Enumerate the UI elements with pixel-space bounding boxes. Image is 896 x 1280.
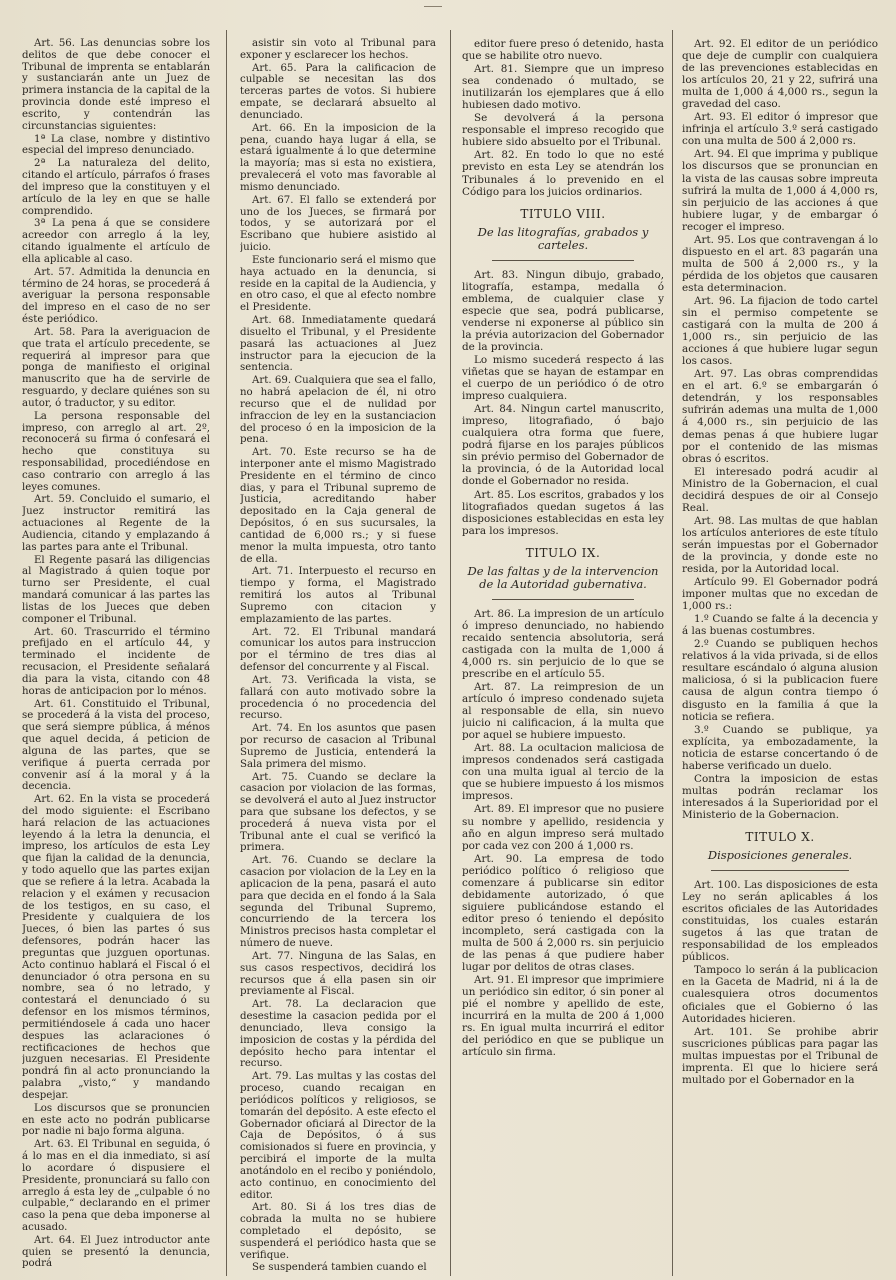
paragraph: Art. 93. El editor ó impresor que infrinja el artículo 3.º será castigado con una multa de 500 á 2,000 rs. [682, 111, 878, 148]
section-title: TITULO IX. [525, 545, 601, 560]
paragraph: editor fuere preso ó detenido, hasta que se habilite otro nuevo. [462, 38, 664, 63]
section-subtitle: Disposiciones generales. [707, 848, 853, 863]
paragraph: Art. 71. Interpuesto el recurso en tiempo y forma, el Magistrado remitirá los autos al Tribunal Supremo con citacion y emplazamiento de las partes. [240, 566, 436, 625]
paragraph: Art. 78. La declaracion que desestime la casacion pedida por el denunciado, lleva consigo la imposicion de costas y la pérdida del depósito hecho para intentar el recurso. [240, 999, 436, 1070]
paragraph: Art. 82. En todo lo que no esté previsto en esta Ley se atendrán los Tribunales á lo prevenido en el Código para los juicios ordinarios. [462, 149, 664, 198]
paragraph: Contra la imposicion de estas multas podrán reclamar los interesados á la Superioridad por el Ministerio de la Gobernacion. [682, 772, 878, 821]
paragraph: Art. 92. El editor de un periódico que deje de cumplir con cualquiera de las prevenciones establecidas en los artículos 20, 21 y 22, sufrirá una multa de 1,000 á 4,000 rs., segun la gravedad del caso. [682, 38, 878, 111]
paragraph: Art. 58. Para la averiguacion de que trata el artículo precedente, se requerirá al impresor para que ponga de manifiesto el original manuscrito que ha de servirle de resguardo, y declare quiénes son su autor, ó traductor, y su editor. [22, 326, 210, 409]
paragraph: Art. 86. La impresion de un artículo ó impreso denunciado, no habiendo recaido sentencia absolutoria, será castigada con la multa de 1,000 á 4,000 rs. sin perjuicio de lo que se prescribe en el artículo 55. [462, 607, 664, 680]
paragraph: Art. 101. Se prohibe abrir suscriciones públicas para pagar las multas impuestas por el Tribunal de imprenta. El que lo hiciere será multado por el Gobernador en la [682, 1025, 878, 1086]
paragraph: Art. 76. Cuando se declare la casacion por violacion de la Ley en la aplicacion de la pena, pasará el auto para que decida en el fondo á la Sala segunda del Tribunal Supremo, concurriendo de la tercera los Ministros precisos hasta completar el número de nueve. [240, 855, 436, 950]
paragraph: 1ª La clase, nombre y distintivo especial del impreso denunciado. [22, 133, 210, 157]
paragraph: Artículo 99. El Gobernador podrá imponer multas que no excedan de 1,000 rs.: [682, 576, 878, 613]
paragraph: Art. 68. Inmediatamente quedará disuelto el Tribunal, y el Presidente pasará las actuaciones al Juez instructor para la ejecucion de la sentencia. [240, 315, 436, 374]
paragraph: Art. 62. En la vista se procederá del modo siguiente: el Escribano hará relacion de las actuaciones leyendo á la letra la denuncia, el impreso, los artículos de esta Ley que fijan la calidad de la denuncia, y todo aquello que las partes exijan que se refiere á la letra. Acabada la relacion y el exámen y recusacion de los testigos, en su caso, el Presidente y cualquiera de los Jueces, ó bien las partes ó sus defensores, podrán hacer las preguntas que juzguen oportunas. Acto continuo hablará el Fiscal ó el denunciador ó otra persona en su nombre, sea ó no letrado, y contestará el denunciado ó su defensor en los mismos términos, permitiéndosele á cada uno hacer despues las aclaraciones ó rectificaciones de hechos que juzguen necesarias. El Presidente pondrá fin al acto pronunciando la palabra „visto,“ y mandando despejar. [22, 794, 210, 1101]
column-divider [450, 30, 451, 1276]
section-title: TITULO VIII. [520, 206, 606, 221]
text-column-4 [682, 38, 878, 1274]
paragraph: La persona responsable del impreso, con arreglo al art. 2º, reconocerá su firma ó confesará el hecho que constituya su responsabilidad, procediéndose en caso contrario con arreglo á las leyes comunes. [22, 410, 210, 493]
section-subtitle: De las litografías, grabados y carteles. [477, 224, 649, 252]
title-underline [492, 599, 633, 600]
paragraph: 3.º Cuando se publique, ya explícita, ya embozadamente, la noticia de estarse concertando ó de haberse verificado un duelo. [682, 723, 878, 772]
paragraph: Art. 84. Ningun cartel manuscrito, impreso, litografiado, ó bajo cualquiera otra forma que fuere, podrá fijarse en los parajes públicos sin prévio permiso del Gobernador de la provincia, ó de la Autoridad local donde el Gobernador no resida. [462, 403, 664, 488]
paragraph: Art. 57. Admitida la denuncia en término de 24 horas, se procederá á averiguar la persona responsable del impreso en el caso de no ser éste periódico. [22, 266, 210, 326]
paragraph: Tampoco lo serán á la publicacion en la Gaceta de Madrid, ni á la de cualesquiera otros documentos oficiales que el Gobierno ó las Autoridades hicieren. [682, 964, 878, 1025]
paragraph: 2.º Cuando se publiquen hechos relativos á la vida privada, si de ellos resultare escándalo ó alguna alusion maliciosa, ó si la publicacion fuere causa de algun contra tiempo ó disgusto en la familia á que la noticia se refiera. [682, 638, 878, 723]
paragraph: Art. 100. Las disposiciones de esta Ley no serán aplicables á los escritos oficiales de las Autoridades constituidas, los cuales estarán sugetos á las que tratan de responsabilidad de los empleados públicos. [682, 879, 878, 964]
paragraph: Art. 61. Constituido el Tribunal, se procederá á la vista del proceso, que será siempre pública, á ménos que aquel decida, á peticion de alguna de las partes, que se verifique á puerta cerrada por convenir así á la moral y á la decencia. [22, 698, 210, 793]
paragraph: 3ª La pena á que se considere acreedor con arreglo á la ley, citando igualmente el artículo de ella aplicable al caso. [22, 218, 210, 265]
paragraph: Art. 80. Si á los tres dias de cobrada la multa no se hubiere completado el depósito, se suspenderá el periódico hasta que se verifique. [240, 1202, 436, 1261]
paragraph: Art. 96. La fijacion de todo cartel sin el permiso competente se castigará con la multa de 200 á 1,000 rs., sin perjuicio de las acciones á que hubiere lugar segun los casos. [682, 294, 878, 368]
paragraph: Se suspenderá tambien cuando el [252, 1262, 427, 1274]
paragraph: Art. 83. Ningun dibujo, grabado, litografía, estampa, medalla ó emblema, de cualquier clase y especie que sea, podrá publicarse, venderse ni exponerse al público sin la prévia autorizacion del Gobernador de la provincia. [462, 268, 664, 353]
column-divider [672, 30, 673, 1276]
paragraph: Los discursos que se pronuncien en este acto no podrán publicarse por nadie ni bajo forma alguna. [22, 1102, 210, 1138]
paragraph: Art. 70. Este recurso se ha de interponer ante el mismo Magistrado Presidente en el término de cinco dias, y para el Tribunal supremo de Justicia, acreditando haber depositado en la Caja general de Depósitos, ó en sus sucursales, la cantidad de 6,000 rs.; y si fuese menor la multa impuesta, otro tanto de ella. [240, 447, 436, 565]
paragraph: Art. 88. La ocultacion maliciosa de impresos condenados será castigada con una multa igual al tercio de la que se hubiere impuesto á los mismos impresos. [462, 742, 664, 803]
paragraph: Art. 64. El Juez introductor ante quien se presentó la denuncia, podrá [22, 1234, 210, 1270]
paragraph: Art. 85. Los escritos, grabados y los litografiados quedan sugetos á las disposiciones establecidas en esta ley para los impresos. [462, 488, 664, 537]
paragraph: Art. 75. Cuando se declare la casacion por violacion de las formas, se devolverá el auto al Juez instructor para que subsane los defectos, y se procederá á nueva vista por el Tribunal ante el cual se verificó la primera. [240, 771, 436, 854]
paragraph: Art. 60. Trascurrido el término prefijado en el artículo 44, y terminado el incidente de recusacion, el Presidente señalará dia para la vista, citando con 48 horas de anticipacion por lo ménos. [22, 626, 210, 697]
paragraph: Art. 79. Las multas y las costas del proceso, cuando recaigan en periódicos políticos y religiosos, se tomarán del depósito. A este efecto el Gobernador oficiará al Director de la Caja de Depósitos, ó á sus comisionados si fuere en provincia, y percibirá el importe de la multa anotándolo en el recibo y poniéndolo, acto continuo, en conocimiento del editor. [240, 1071, 436, 1201]
paragraph: Art. 97. Las obras comprendidas en el art. 6.º se embargarán ó detendrán, y los responsables sufrirán ademas una multa de 1,000 á 4,000 rs., sin perjuicio de las demas penas á que hubiere lugar por el contenido de las mismas obras ó escritos. [682, 368, 878, 465]
paragraph: El Regente pasará las diligencias al Magistrado á quien toque por turno ser Presidente, el cual mandará comunicar á las partes las listas de los Jueces que deben componer el Tribunal. [22, 554, 210, 625]
paragraph: Art. 95. Los que contravengan á lo dispuesto en el art. 83 pagarán una multa de 500 á 2,000 rs., y la pérdida de los objetos que causaren esta determinacion. [682, 233, 878, 294]
paragraph: 1.º Cuando se falte á la decencia y á las buenas costumbres. [682, 613, 878, 638]
paragraph: Lo mismo sucederá respecto á las viñetas que se hayan de estampar en el cuerpo de un periódico ó de otro impreso cualquiera. [462, 353, 664, 403]
paragraph: Art. 66. En la imposicion de la pena, cuando haya lugar á ella, se estará igualmente á lo que determine la mayoría; mas si esta no existiera, prevalecerá el voto mas favorable al mismo denunciado. [240, 122, 436, 193]
paragraph: Art. 94. El que imprima y publique los discursos que se pronuncian en la vista de las causas sobre impreuta sufrirá la multa de 1,000 á 4,000 rs, sin perjuicio de las acciones á que hubiere lugar, y de embargar ó recoger el impreso. [682, 148, 878, 233]
text-column-3 [462, 38, 664, 1274]
paragraph: El interesado podrá acudir al Ministro de la Gobernacion, el cual decidirá despues de oir al Consejo Real. [682, 465, 878, 514]
title-underline [711, 870, 848, 871]
section-subtitle: De las faltas y de la intervencion de la Autoridad gubernativa. [467, 563, 659, 591]
paragraph: Art. 89. El impresor que no pusiere su nombre y apellido, residencia y año en algun impreso será multado por cada vez con 200 á 1,000 rs. [462, 803, 664, 852]
paragraph: Art. 72. El Tribunal mandará comunicar los autos para instruccion por el término de tres dias al defensor del concurrente y al Fiscal. [240, 626, 436, 674]
paragraph: Art. 63. El Tribunal en seguida, ó á lo mas en el dia inmediato, si así lo acordare ó dispusiere el Presidente, pronunciará su fallo con arreglo á esta ley de „culpable ó no culpable,“ declarando en el primer caso la pena que deba imponerse al acusado. [22, 1139, 210, 1233]
column-divider [226, 30, 227, 1276]
page-edge-mark [424, 6, 442, 17]
paragraph: Art. 73. Verificada la vista, se fallará con auto motivado sobre la procedencia ó no procedencia del recurso. [240, 674, 436, 722]
title-underline [492, 260, 633, 261]
paragraph: Art. 90. La empresa de todo periódico político ó religioso que comenzare á publicarse sin editor debidamente autorizado, ó que siguiere publicándose estando el editor preso ó teniendo el depósito incompleto, será castigada con la multa de 500 á 2,000 rs. sin perjuicio de las penas á que pudiere haber lugar por delitos de otras clases. [462, 852, 664, 974]
text-column-1 [22, 38, 210, 1274]
paragraph: Se devolverá á la persona responsable el impreso recogido que hubiere sido absuelto por el Tribunal. [462, 112, 664, 149]
paragraph: Art. 74. En los asuntos que pasen por recurso de casacion al Tribunal Supremo de Justicia, entenderá la Sala primera del mismo. [240, 723, 436, 770]
paragraph: Art. 87. La reimpresion de un artículo ó impreso condenado sujeta al responsable de ella, sin nuevo juicio ni calificacion, á la multa que por aquel se hubiere impuesto. [462, 681, 664, 742]
paragraph: Art. 67. El fallo se extenderá por uno de los Jueces, se firmará por todos, y se autorizará por el Escribano que hubiere asistido al juicio. [240, 194, 436, 254]
paragraph: Art. 59. Concluido el sumario, el Juez instructor remitirá las actuaciones al Regente de la Audiencia, citando y emplazando á las partes para ante el Tribunal. [22, 494, 210, 553]
paragraph: Este funcionario será el mismo que haya actuado en la denuncia, si reside en la capital de la Audiencia, y en otro caso, el que al efecto nombre el Presidente. [240, 254, 436, 314]
paragraph: Art. 77. Ninguna de las Salas, en sus casos respectivos, decidirá los recursos que á ella pasen sin oir previamente al Fiscal. [240, 950, 436, 998]
paragraph: Art. 69. Cualquiera que sea el fallo, no habrá apelacion de él, ni otro recurso que el de nulidad por infraccion de ley en la sustanciacion del proceso ó en la imposicion de la pena. [240, 375, 436, 446]
paragraph: asistir sin voto al Tribunal para exponer y esclarecer los hechos. [240, 38, 436, 61]
paragraph: 2ª La naturaleza del delito, citando el artículo, párrafos ó frases del impreso que la constituyen y el artículo de la ley en que se halle comprendido. [22, 158, 210, 217]
section-title: TITULO X. [745, 830, 815, 844]
paragraph: Art. 81. Siempre que un impreso sea condenado ó multado, se inutilizarán los ejemplares que á ello hubiesen dado motivo. [462, 63, 664, 112]
paragraph: Art. 91. El impresor que imprimiere un periódico sin editor, ó sin poner al pié el nombre y apellido de este, incurrirá en la multa de 200 á 1,000 rs. En igual multa incurrirá el editor del periódico en que se publique un artículo sin firma. [462, 974, 664, 1059]
text-column-2 [240, 38, 436, 1274]
paragraph: Art. 56. Las denuncias sobre los delitos de que debe conocer el Tribunal de imprenta se entablarán y sustanciarán ante un Juez de primera instancia de la capital de la provincia donde esté impreso el escrito, y contendrán las circunstancias siguientes: [22, 38, 210, 132]
paragraph: Art. 98. Las multas de que hablan los artículos anteriores de este título serán impuestas por el Gobernador de la provincia, y donde este no resida, por la Autoridad local. [682, 514, 878, 576]
paragraph: Art. 65. Para la calificacion de culpable se necesitan las dos terceras partes de votos. Si hubiere empate, se declarará absuelto al denunciado. [240, 62, 436, 121]
